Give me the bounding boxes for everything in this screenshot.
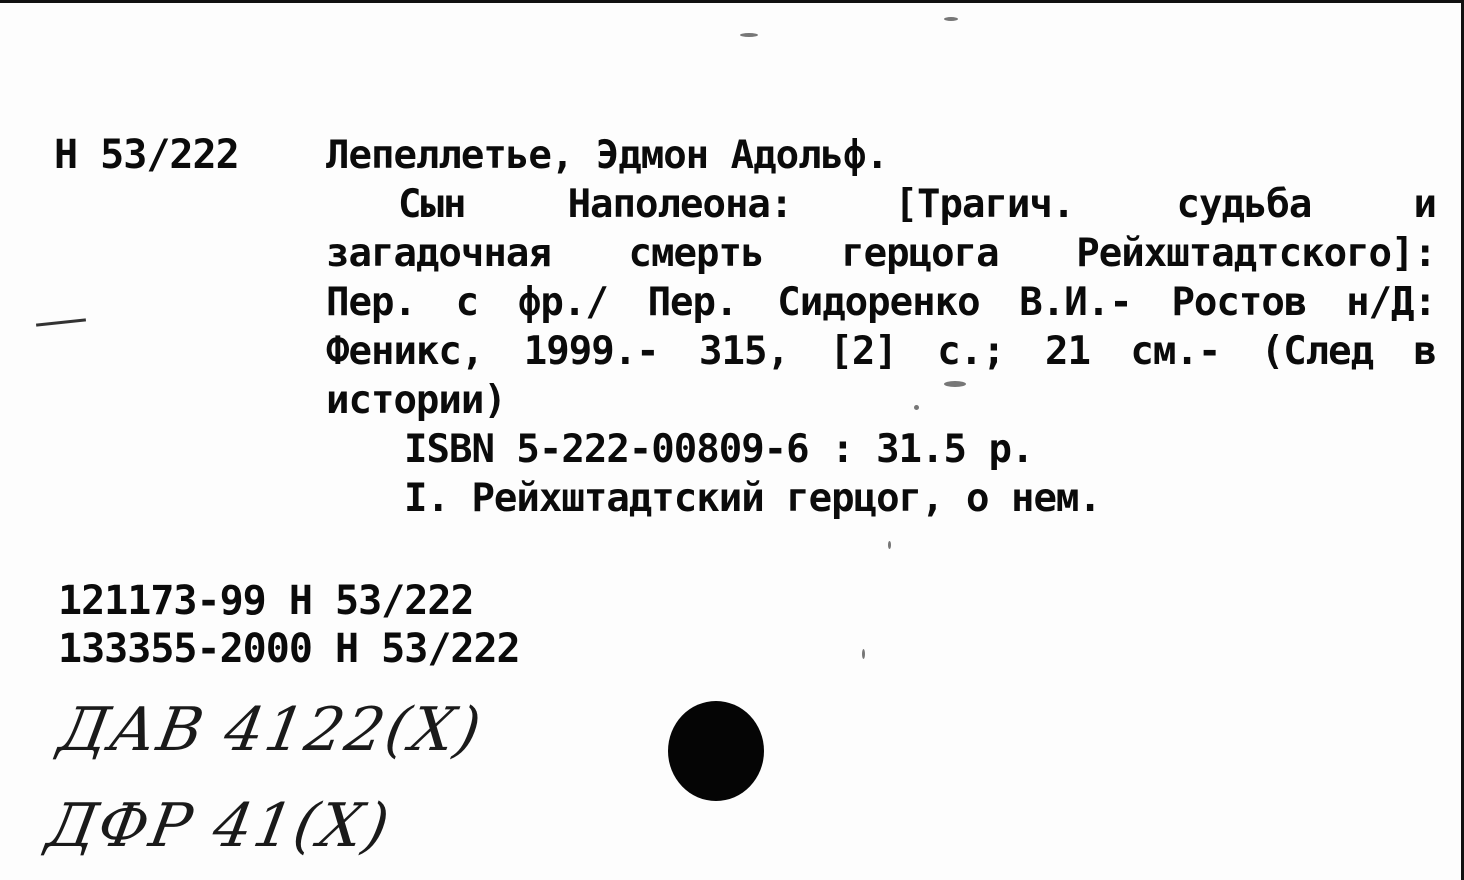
margin-mark xyxy=(36,318,86,326)
title-line-1: Сын Наполеона: [Трагич. судьба и xyxy=(398,182,1436,227)
publication-line-1: Пер. с фр./ Пер. Сидоренко В.И.- Ростов н/Д: xyxy=(326,280,1436,325)
isbn-line: ISBN 5-222-00809-6 : 31.5 р. xyxy=(404,427,1034,472)
call-number: Н 53/222 xyxy=(54,132,239,178)
bibliographic-description xyxy=(326,131,1436,523)
inventory-number-2: 133355-2000 Н 53/222 xyxy=(58,626,520,672)
ink-speck xyxy=(944,381,966,387)
handwritten-shelfmark-2: ДФР 41(Х) xyxy=(41,791,397,861)
ink-speck xyxy=(914,405,919,410)
ink-speck xyxy=(944,17,958,21)
ink-speck xyxy=(740,33,758,37)
handwritten-shelfmark-1: ДАВ 4122(Х) xyxy=(53,695,488,765)
author-heading: Лепеллетье, Эдмон Адольф. xyxy=(326,133,888,178)
inventory-number-1: 121173-99 Н 53/222 xyxy=(58,578,474,624)
publication-line-2: Феникс, 1999.- 315, [2] с.; 21 см.- (След в xyxy=(326,329,1436,374)
ink-speck xyxy=(888,541,891,549)
subject-heading: I. Рейхштадтский герцог, о нем. xyxy=(404,476,1101,521)
series-line: истории) xyxy=(326,378,506,423)
title-line-2: загадочная смерть герцога Рейхштадтского]: xyxy=(326,231,1436,276)
ink-speck xyxy=(862,649,865,659)
punch-hole xyxy=(668,701,764,801)
